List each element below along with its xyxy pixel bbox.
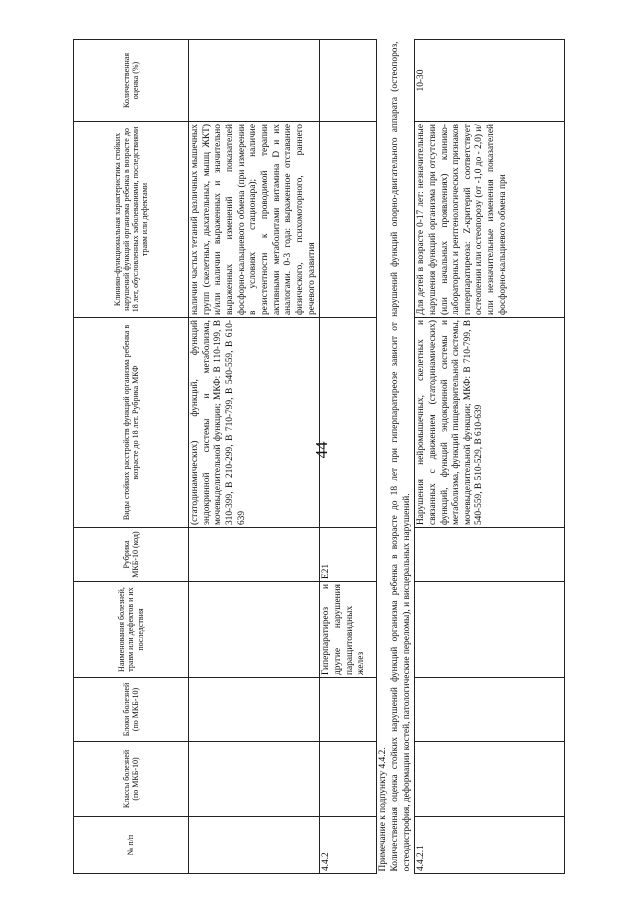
header-num: № п/п	[74, 817, 189, 874]
cell-characteristic: Для детей в возрасте 0-17 лет: незначительные нарушения функций организма при отсутствии (или начальных проявлениях) клинико-лабораторных и рентгенологических признаков гиперпаратиреоза: Z-критерий соответствует остеопении или остеопорозу (от -1,0 до - 2,0) и/или незначительные изменения показателей фосфорно-кальциевого обмена при	[415, 122, 565, 318]
table-note-row	[377, 40, 415, 874]
cell-characteristic: наличии частых тетаний различных мышечных групп (скелетных, дыхательных, мышц ЖКТ) и/или наличии выраженных и значительно выраженных изменений показателей фосфорно-кальциевого обмена (при измерении в условиях стационара); наличие резистентности к проводимой терапии активными метаболитами витамина D и их аналогами. 0-3 года: выраженное отставание физического, психомоторного, раннего речевого развития	[189, 122, 320, 318]
table-row-4-4-2-1	[415, 40, 565, 874]
cell-functions: (статодинамических) функций, функций эндокринной системы и метаболизма, мочевыделительной функции; МКФ: В 110-199, В 310-399, В 210-299, В 710-799, В 540-559, В 610-639	[189, 318, 320, 528]
header-clinical-characteristic: Клинико-функциональная характеристика стойких нарушений функций организма ребенка в возрасте до 18 лет, обусловленных заболеваниями, последствиями травм или дефектами	[74, 122, 189, 318]
disability-criteria-table	[73, 39, 565, 874]
header-icd-code: Рубрика МКБ-10 (код)	[74, 528, 189, 582]
note-title: Примечание к подпункту 4.4.2.	[378, 747, 389, 872]
header-quantitative-score: Количественная оценка (%)	[74, 40, 189, 122]
rotated-document	[73, 40, 561, 874]
header-disease-classes: Классы болезней (по МКБ-10)	[74, 742, 189, 817]
header-disease-blocks: Блоки болезней (по МКБ-10)	[74, 678, 189, 742]
page-number: 44	[312, 441, 331, 459]
cell-num: 4.4.2.1	[415, 817, 565, 874]
cell-num: 4.4.2	[320, 817, 377, 874]
note-text: Количественная оценка стойких нарушений функций организма ребенка в возрасте до 18 лет при гиперпаратиреозе зависит от нарушений функций опорно-двигательного аппарата (остеопороз, остеодистрофия, деформации костей, патологические переломы), и висцеральных нарушений.	[389, 41, 412, 872]
cell-icd-code: E21	[320, 528, 377, 582]
table-row-continuation	[189, 40, 320, 874]
header-function-types: Виды стойких расстройств функций организма ребенка в возрасте до 18 лет. Рубрика МКФ	[74, 318, 189, 528]
cell-score: 10-30	[415, 40, 565, 122]
header-disease-names: Наименования болезней, травм или дефектов и их последствия	[74, 582, 189, 678]
cell-functions: Нарушения нейромышечных, скелетных и связанных с движением (статодинамических) функций, функций эндокринной системы и метаболизма, функций пищеварительной системы, мочевыделительной функции; МКФ: В 710-799, В 540-559, В 510-529, В 610-639	[415, 318, 565, 528]
table-row-4-4-2	[320, 40, 377, 874]
table-header-row	[74, 40, 189, 874]
cell-disease-name: Гиперпаратиреоз и другие нарушения паращитовидных желез	[320, 582, 377, 678]
